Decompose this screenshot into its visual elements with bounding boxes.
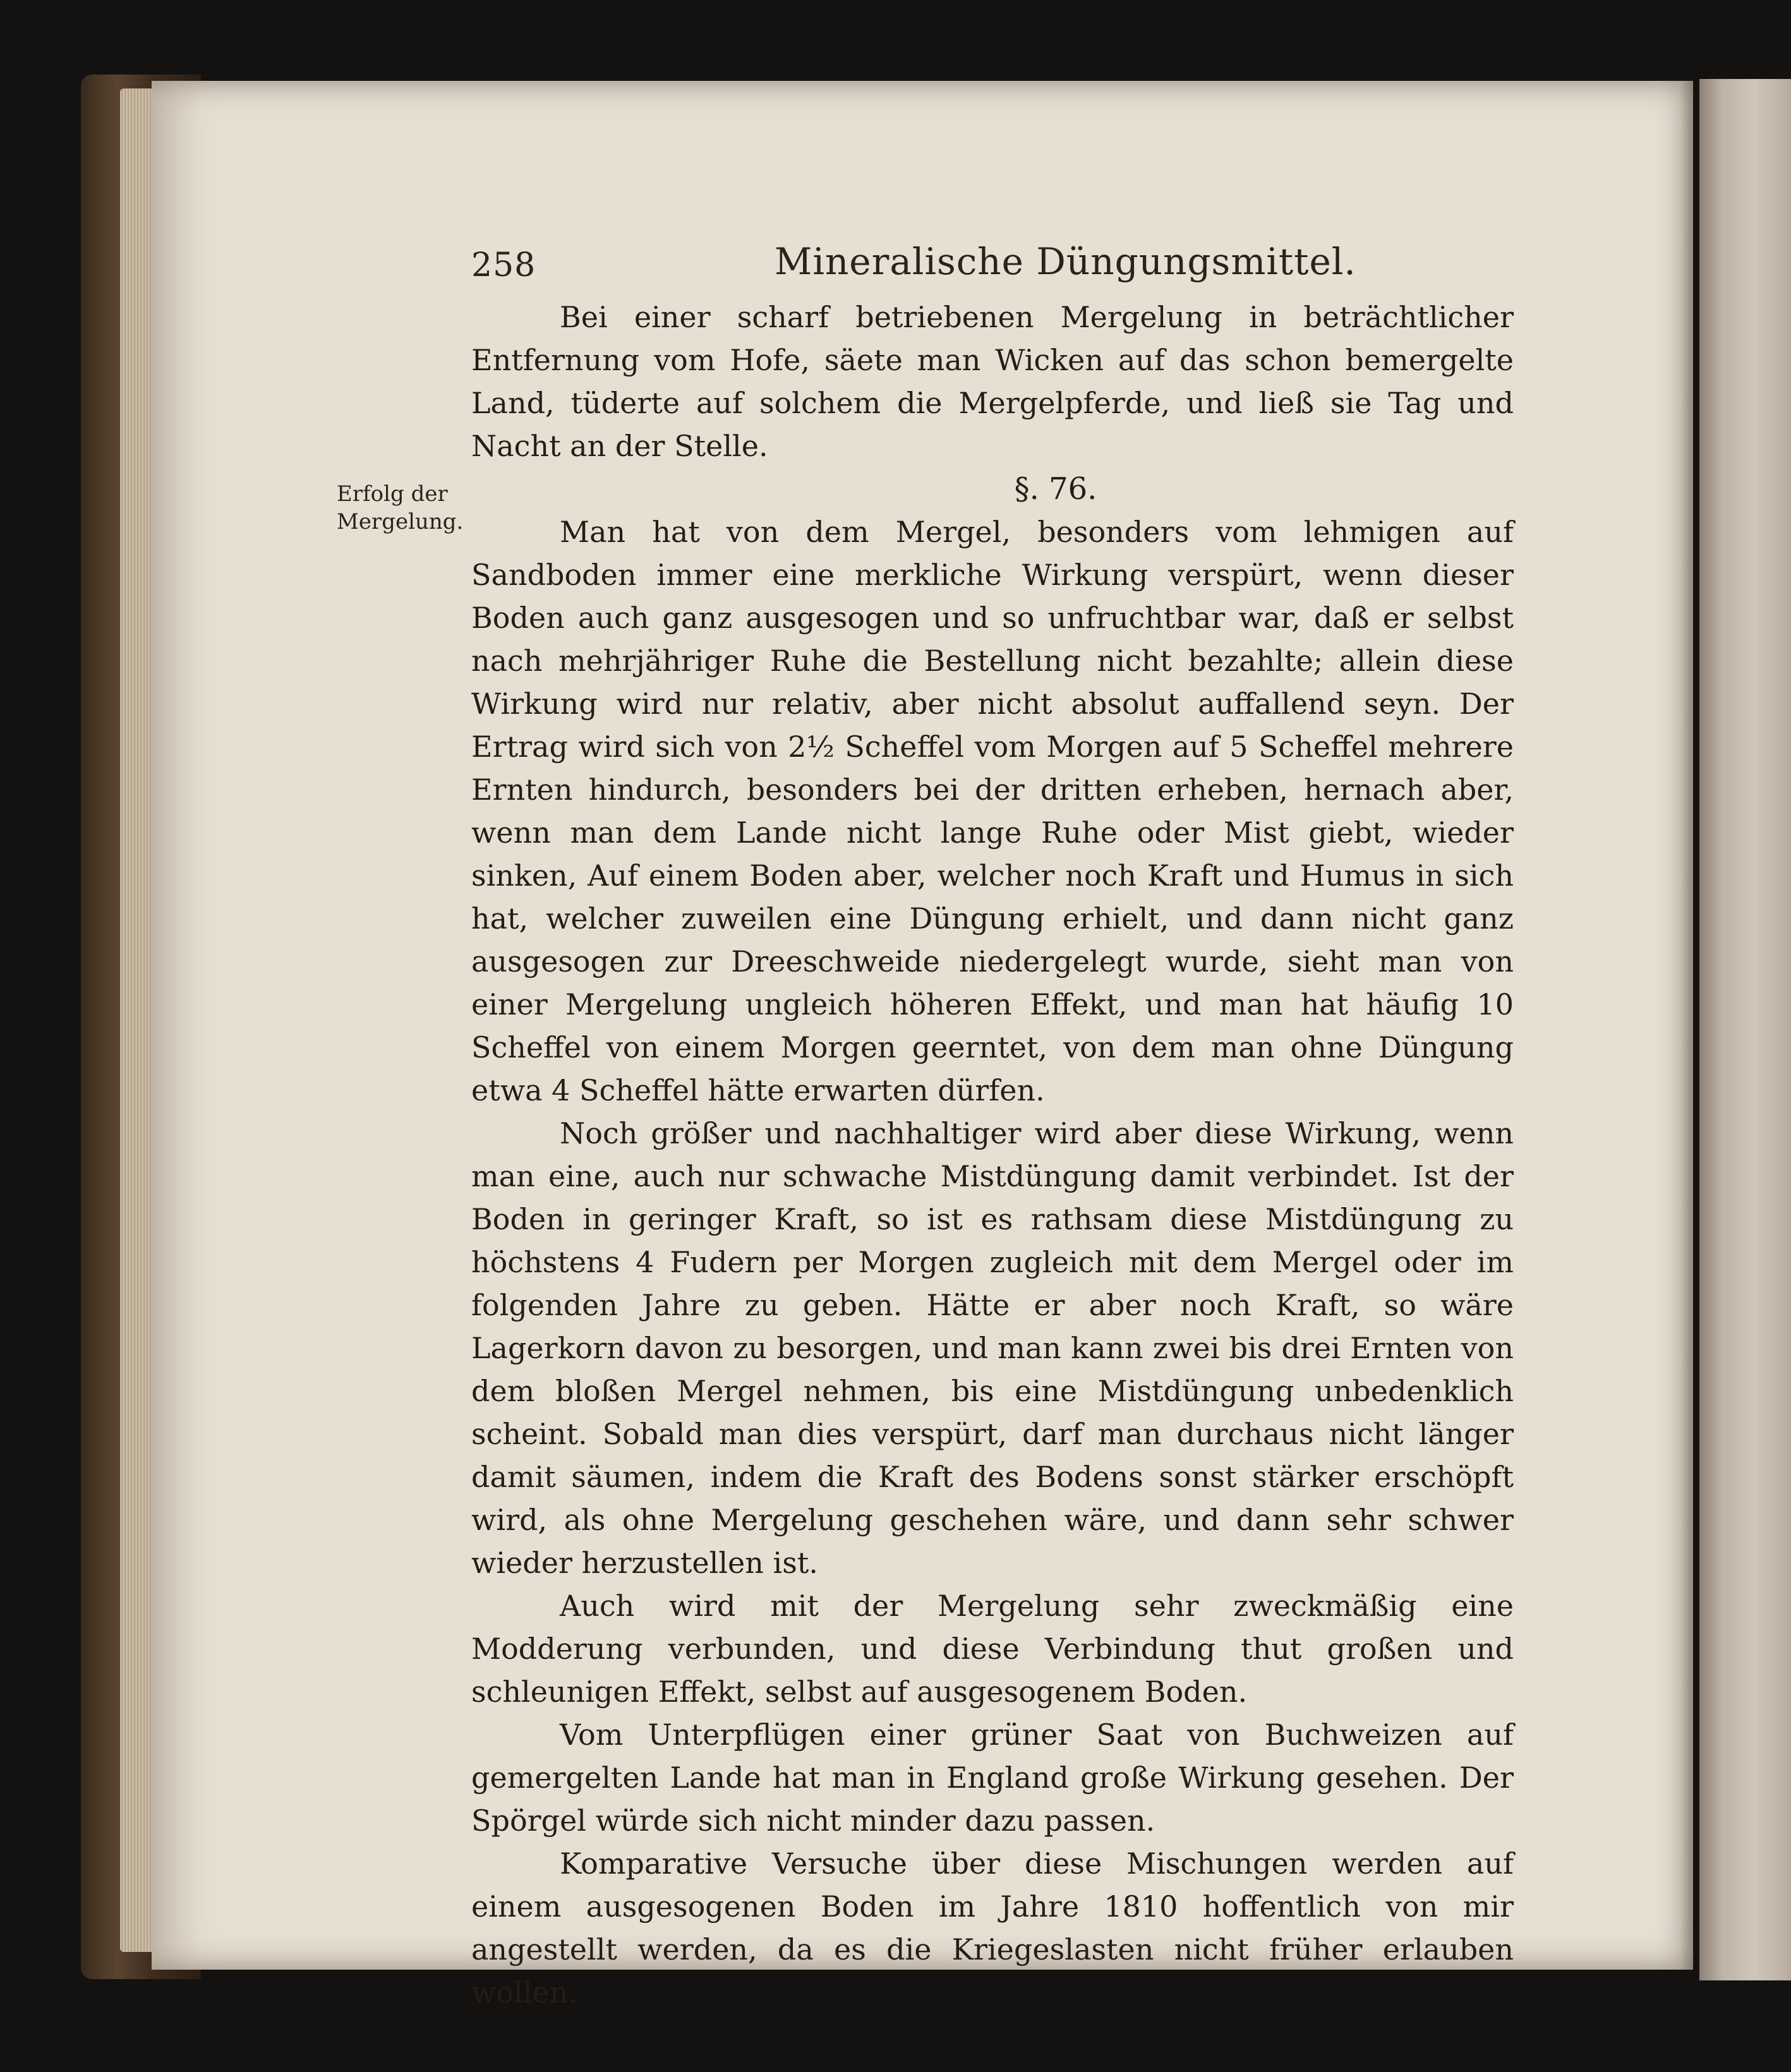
body-text (471, 296, 1514, 2014)
paragraph: Komparative Versuche über diese Mischungen werden auf einem ausgesogenen Boden im Jahre 1810 hoffentlich von mir angestellt werden, da es die Kriegeslasten nicht früher erlauben wollen. (471, 1846, 1514, 2009)
paragraph: Man hat von dem Mergel, besonders vom lehmigen auf Sandboden immer eine merkliche Wirkung verspürt, wenn dieser Boden auch ganz ausgesogen und so unfruchtbar war, daß er selbst nach mehrjähriger Ruhe die Bestellung nicht bezahlte; allein diese Wirkung wird nur relativ, aber nicht absolut auffallend seyn. Der Ertrag wird sich von 2½ Scheffel vom Morgen auf 5 Scheffel mehrere Ernten hindurch, besonders bei der dritten erheben, hernach aber, wenn man dem Lande nicht lange Ruhe oder Mist giebt, wieder sinken, Auf einem Boden aber, welcher noch Kraft und Humus in sich hat, welcher zuweilen eine Düngung erhielt, und dann nicht ganz ausgesogen zur Dreeschweide niedergelegt wurde, sieht man von einer Mergelung ungleich höheren Effekt, und man hat häufig 10 Scheffel von einem Morgen geerntet, von dem man ohne Düngung etwa 4 Scheffel hätte erwarten dürfen. (471, 515, 1514, 1107)
section-heading: §. 76. (1014, 471, 1097, 507)
paragraph: Auch wird mit der Mergelung sehr zweckmäßig eine Modderung verbunden, und diese Verbindung thut großen und schleunigen Effekt, selbst auf ausgesogenem Boden. (471, 1589, 1514, 1709)
facing-page-edge (1699, 79, 1791, 1980)
page-header (471, 240, 1514, 297)
marginal-note-line: Erfolg der (337, 481, 448, 507)
marginal-note (337, 480, 463, 536)
running-title: Mineralische Düngungsmittel. (775, 240, 1356, 283)
paragraph: Noch größer und nachhaltiger wird aber diese Wirkung, wenn man eine, auch nur schwache Mistdüngung damit verbindet. Ist der Boden in geringer Kraft, so ist es rathsam diese Mistdüngung zu höchstens 4 Fudern per Morgen zugleich mit dem Mergel oder im folgenden Jahre zu geben. Hätte er aber noch Kraft, so wäre Lagerkorn davon zu besorgen, und man kann zwei bis drei Ernten von dem bloßen Mergel nehmen, bis eine Mistdüngung unbedenklich scheint. Sobald man dies verspürt, darf man durchaus nicht länger damit säumen, indem die Kraft des Bodens sonst stärker erschöpft wird, als ohne Mergelung geschehen wäre, und dann sehr schwer wieder herzustellen ist. (471, 1116, 1514, 1580)
paragraph: Bei einer scharf betriebenen Mergelung in beträchtlicher Entfernung vom Hofe, säete man Wicken auf das schon bemergelte Land, tüderte auf solchem die Mergelpferde, und ließ sie Tag und Nacht an der Stelle. (471, 300, 1514, 463)
marginal-note-line: Mergelung. (337, 509, 464, 534)
paragraph: Vom Unterpflügen einer grüner Saat von Buchweizen auf gemergelten Lande hat man in England große Wirkung gesehen. Der Spörgel würde sich nicht minder dazu passen. (471, 1718, 1514, 1838)
page-number: 258 (471, 246, 536, 284)
